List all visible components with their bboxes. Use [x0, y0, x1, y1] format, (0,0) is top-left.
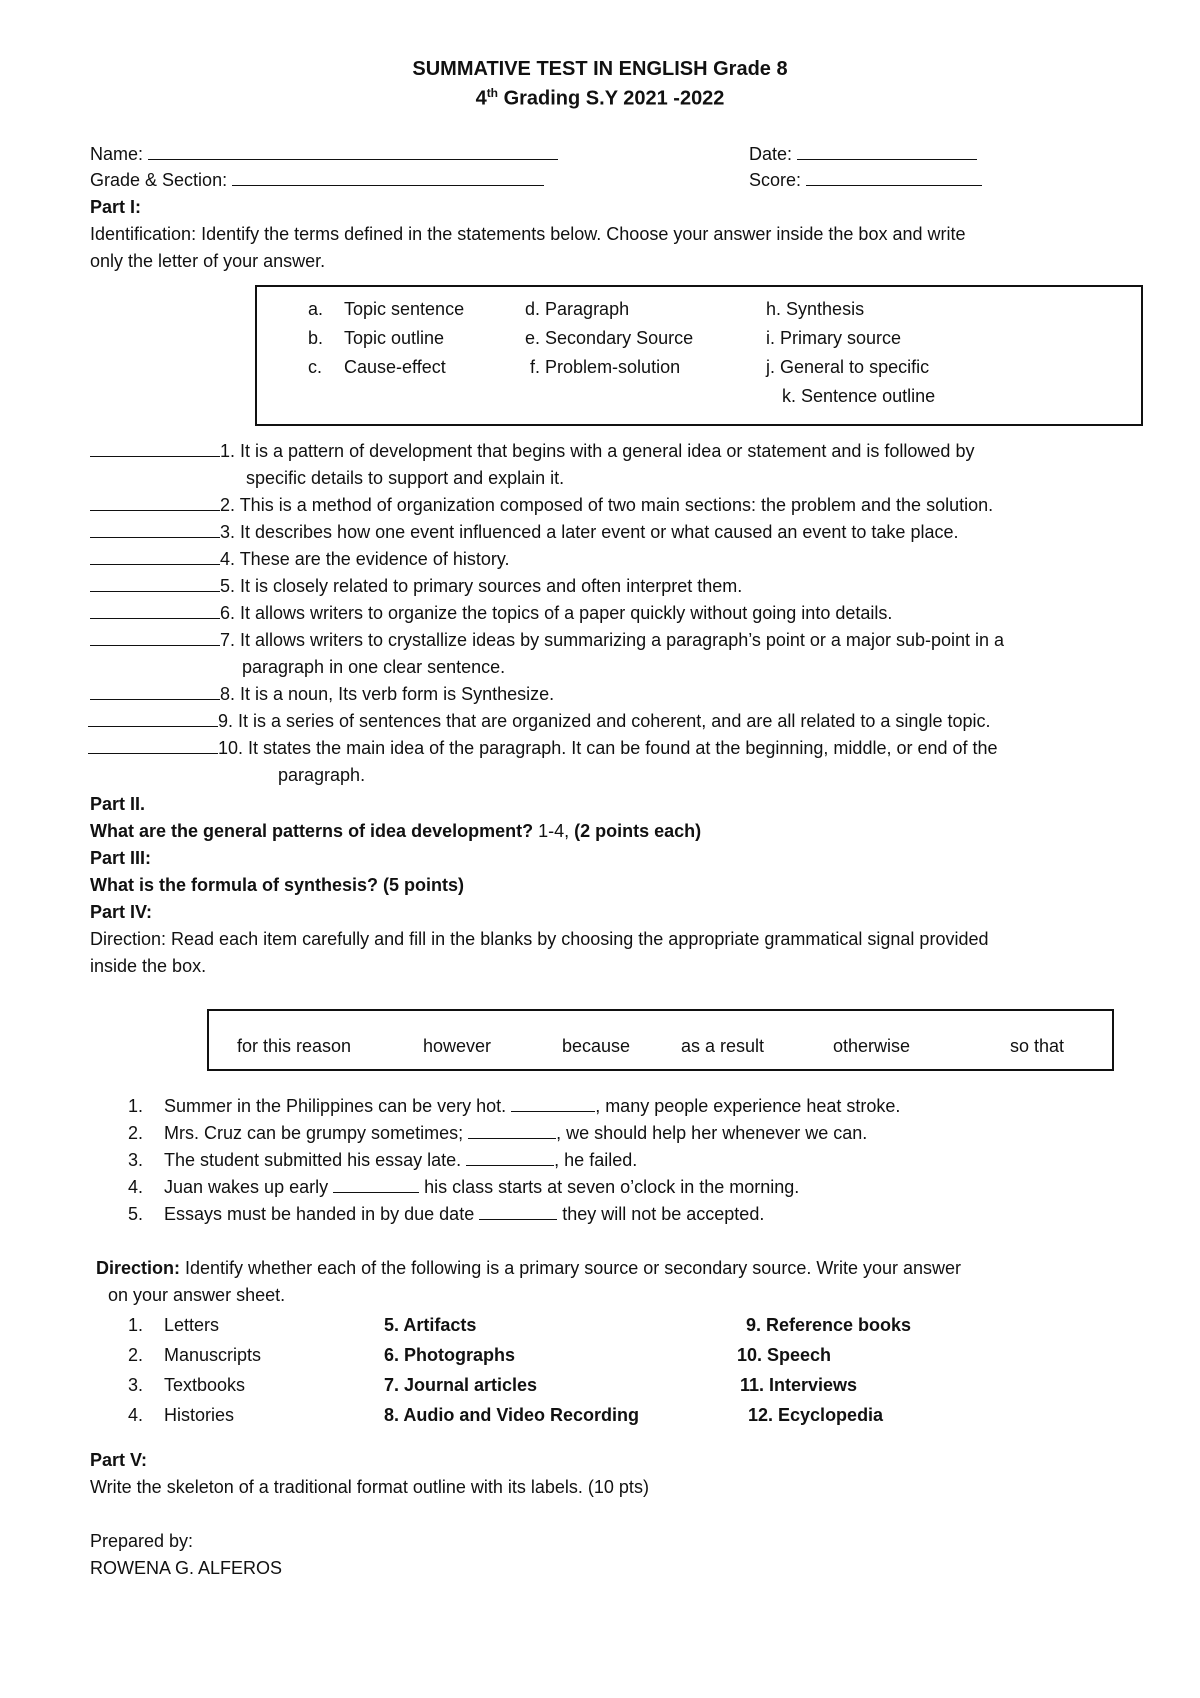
source-item-9: 9. Reference books: [746, 1315, 912, 1335]
choice-h: h. Synthesis: [766, 299, 865, 319]
choice-c: c. Cause-effect: [308, 357, 446, 377]
source-item-5: 5. Artifacts: [384, 1315, 477, 1335]
part1-item-10[interactable]: 10. It states the main idea of the paragraph. It can be found at the beginning, middle, or end of the: [88, 735, 998, 762]
part1-item-9[interactable]: 9. It is a series of sentences that are organized and coherent, and are all related to a single topic.: [88, 708, 990, 735]
part2-question: What are the general patterns of idea development? 1-4, (2 points each): [90, 821, 702, 841]
part1-item-7-cont: paragraph in one clear sentence.: [242, 657, 506, 677]
choice-f: f. Problem-solution: [530, 357, 681, 377]
part1-item-3[interactable]: 3. It describes how one event influenced a later event or what caused an event to take place.: [90, 519, 958, 546]
choice-j: j. General to specific: [766, 357, 930, 377]
part4-heading: Part IV:: [90, 902, 153, 922]
choice-a: a. Topic sentence: [308, 299, 465, 319]
name-field[interactable]: Name:: [90, 141, 558, 168]
choice-e: e. Secondary Source: [525, 328, 694, 348]
part1-heading: Part I:: [90, 197, 142, 217]
source-item-10: 10. Speech: [737, 1345, 832, 1365]
choice-k: k. Sentence outline: [782, 386, 936, 406]
signal-so-that: so that: [1010, 1036, 1065, 1056]
source-item-7: 7. Journal articles: [384, 1375, 538, 1395]
signal-because: because: [562, 1036, 631, 1056]
part4-item-5[interactable]: 5. Essays must be handed in by due date they will not be accepted.: [128, 1201, 143, 1228]
part4-item-1[interactable]: 1. Summer in the Philippines can be very hot. , many people experience heat stroke.: [128, 1093, 143, 1120]
part1-item-7[interactable]: 7. It allows writers to crystallize ideas by summarizing a paragraph’s point or a major sub-point in a: [90, 627, 1004, 654]
part4-item-4[interactable]: 4. Juan wakes up early his class starts at seven o’clock in the morning.: [128, 1174, 143, 1201]
signal-as-a-result: as a result: [681, 1036, 765, 1056]
choice-d: d. Paragraph: [525, 299, 630, 319]
choice-b: b. Topic outline: [308, 328, 445, 348]
source-item-12: 12. Ecyclopedia: [748, 1405, 884, 1425]
sources-direction: Direction: Identify whether each of the following is a primary source or secondary source. Write your answer: [96, 1258, 962, 1278]
part5-heading: Part V:: [90, 1450, 148, 1470]
author-name: ROWENA G. ALFEROS: [90, 1558, 283, 1578]
test-title: SUMMATIVE TEST IN ENGLISH Grade 8: [412, 58, 788, 80]
source-item-3: 3. Textbooks: [128, 1375, 246, 1395]
part1-item-1[interactable]: 1. It is a pattern of development that begins with a general idea or statement and is followed by: [90, 438, 974, 465]
part3-heading: Part III:: [90, 848, 152, 868]
part5-instruction: Write the skeleton of a traditional format outline with its labels. (10 pts): [90, 1477, 649, 1497]
source-item-1: 1. Letters: [128, 1315, 220, 1335]
signal-for-this-reason: for this reason: [237, 1036, 352, 1056]
source-item-8: 8. Audio and Video Recording: [384, 1405, 640, 1425]
date-field[interactable]: Date:: [749, 141, 977, 168]
part1-item-5[interactable]: 5. It is closely related to primary sources and often interpret them.: [90, 573, 742, 600]
part1-item-1-cont: specific details to support and explain it.: [246, 468, 565, 488]
source-item-11: 11. Interviews: [740, 1375, 858, 1395]
part2-heading: Part II.: [90, 794, 146, 814]
part1-item-10-cont: paragraph.: [278, 765, 366, 785]
part4-item-2[interactable]: 2. Mrs. Cruz can be grumpy sometimes; , we should help her whenever we can.: [128, 1120, 143, 1147]
source-item-4: 4. Histories: [128, 1405, 235, 1425]
part1-instructions-cont: only the letter of your answer.: [90, 251, 326, 271]
signal-otherwise: otherwise: [833, 1036, 911, 1056]
part1-item-8[interactable]: 8. It is a noun, Its verb form is Synthesize.: [90, 681, 554, 708]
source-item-2: 2. Manuscripts: [128, 1345, 262, 1365]
part1-item-2[interactable]: 2. This is a method of organization composed of two main sections: the problem and the solution.: [90, 492, 993, 519]
source-item-6: 6. Photographs: [384, 1345, 516, 1365]
part1-item-4[interactable]: 4. These are the evidence of history.: [90, 546, 510, 573]
part1-item-6[interactable]: 6. It allows writers to organize the topics of a paper quickly without going into details.: [90, 600, 892, 627]
part3-question: What is the formula of synthesis? (5 points): [90, 875, 465, 895]
part4-direction-cont: inside the box.: [90, 956, 207, 976]
prepared-by-label: Prepared by:: [90, 1531, 194, 1551]
grading-period: 4th Grading S.Y 2021 -2022: [475, 86, 725, 110]
part1-instructions: Identification: Identify the terms defined in the statements below. Choose your answer inside the box and write: [90, 224, 966, 244]
sources-direction-cont: on your answer sheet.: [108, 1285, 286, 1305]
part4-item-3[interactable]: 3. The student submitted his essay late. , he failed.: [128, 1147, 143, 1174]
signal-however: however: [423, 1036, 492, 1056]
part4-direction: Direction: Read each item carefully and fill in the blanks by choosing the appropriate grammatical signal provided: [90, 929, 989, 949]
grade-section-field[interactable]: Grade & Section:: [90, 167, 544, 194]
score-field[interactable]: Score:: [749, 167, 982, 194]
choice-i: i. Primary source: [766, 328, 902, 348]
